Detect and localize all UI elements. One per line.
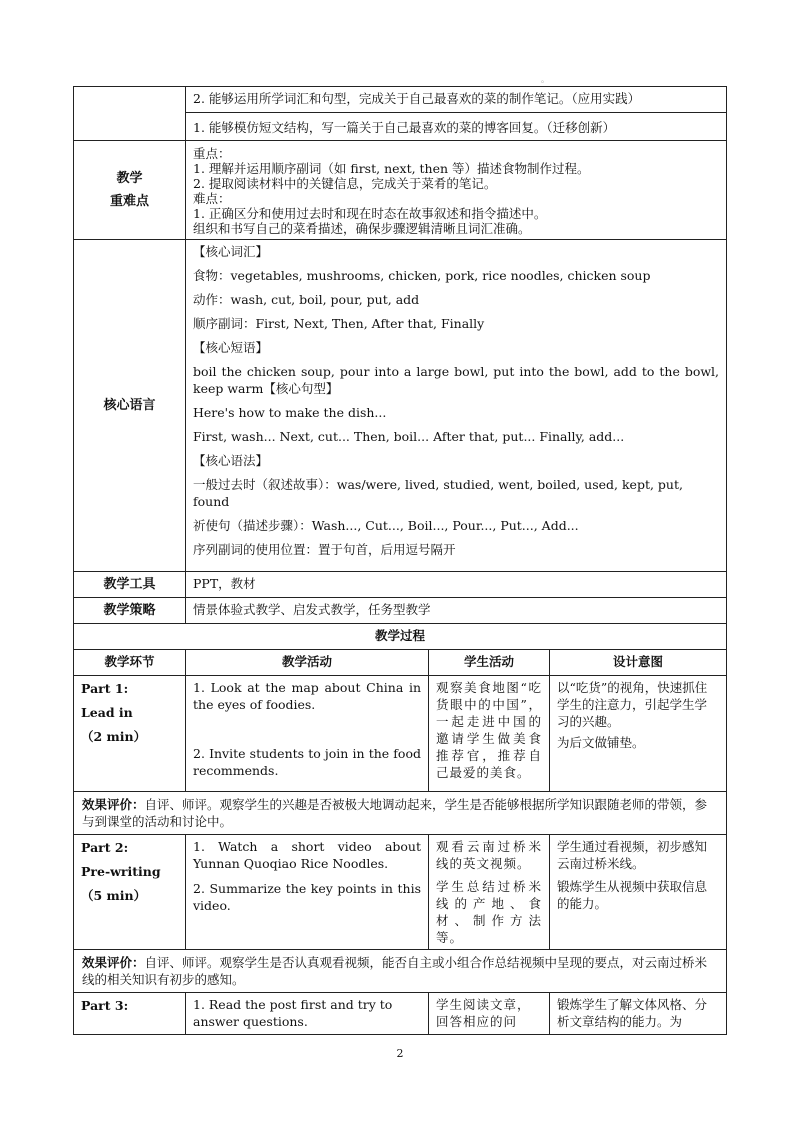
- grammar-imperative: 祈使句（描述步骤）：Wash..., Cut..., Boil..., Pour..., Put..., Add...: [193, 518, 579, 533]
- part3-student-activity: 学生阅读文章，回答相应的问: [429, 993, 550, 1035]
- part1-eval-row: [74, 792, 727, 835]
- part2-student-activity: [429, 835, 550, 950]
- phrase-list: boil the chicken soup, pour into a large bowl, put into the bowl, add to the bowl, keep warm【核心句型】: [193, 364, 720, 396]
- core-language-label: 核心语言: [74, 240, 186, 572]
- part1-stage-cell: [74, 676, 186, 792]
- strategy-label: 教学策略: [74, 598, 186, 624]
- lesson-plan-table: [73, 86, 727, 1035]
- key-points-line: 组织和书写自己的菜肴描述，确保步骤逻辑清晰且词汇准确。: [193, 221, 531, 236]
- page-number: 2: [396, 1047, 404, 1060]
- part1-activity-2: 2. Invite students to join in the food recommends.: [193, 746, 421, 778]
- key-points-label: [74, 141, 186, 240]
- grammar-adverb-use: 序列副词的使用位置：置于句首，后用逗号隔开: [193, 542, 456, 557]
- vocab-order: 顺序副词：First, Next, Then, After that, Finally: [193, 316, 485, 331]
- key-points-content: [186, 141, 727, 240]
- part2-stage: Pre-writing: [81, 864, 161, 879]
- part1-time: （2 min）: [81, 729, 147, 744]
- part1-stage: Lead in: [81, 705, 133, 720]
- key-points-line: 2. 提取阅读材料中的关键信息，完成关于菜肴的笔记。: [193, 176, 497, 191]
- process-title-row: [74, 624, 727, 650]
- part1-intent-2: 为后文做铺垫。: [557, 735, 645, 750]
- core-language-content: [186, 240, 727, 572]
- part2-intent-1: 学生通过看视频，初步感知云南过桥米线。: [557, 839, 708, 871]
- header-teacher-activity: 教学活动: [186, 650, 429, 676]
- part1-eval-text: 自评、师评。观察学生的兴趣是否被极大地调动起来，学生是否能够根据所学知识跟随老师的带领，参与到课堂的活动和讨论中。: [82, 797, 708, 829]
- part3-name: Part 3:: [81, 998, 129, 1013]
- part1-intent-1: 以“吃货”的视角，快速抓住学生的注意力，引起学生学习的兴趣。: [557, 680, 708, 729]
- part2-time: （5 min）: [81, 888, 147, 903]
- part3-row: [74, 993, 727, 1035]
- key-points-line: 1. 正确区分和使用过去时和现在时态在故事叙述和指令描述中。: [193, 206, 547, 221]
- strategy-row: [74, 598, 727, 624]
- header-design-intent: 设计意图: [550, 650, 727, 676]
- vocab-food: 食物：vegetables, mushrooms, chicken, pork, rice noodles, chicken soup: [193, 268, 651, 283]
- part2-eval-text: 自评、师评。观察学生是否认真观看视频，能否自主或小组合作总结视频中呈现的要点，对云南过桥米线的相关知识有初步的感知。: [82, 955, 708, 987]
- objective-row-2: [74, 87, 727, 113]
- part1-row: [74, 676, 727, 792]
- key-points-label-line2: 重难点: [109, 194, 149, 209]
- header-student-activity: 学生活动: [429, 650, 550, 676]
- part2-student-1: 观看云南过桥米线的英文视频。: [436, 839, 542, 871]
- part2-design-intent: [550, 835, 727, 950]
- part2-eval-row: [74, 950, 727, 993]
- part2-eval-label: 效果评价：: [82, 955, 145, 970]
- part2-student-2: 学生总结过桥米线的产地、食材、制作方法等。: [436, 879, 542, 945]
- part2-activity-1: 1. Watch a short video about Yunnan Quoqiao Rice Noodles.: [193, 839, 421, 871]
- part2-teacher-activity: [186, 835, 429, 950]
- lesson-plan-page: [73, 86, 726, 1035]
- key-points-line: 难点：: [193, 191, 231, 206]
- part3-stage-cell: [74, 993, 186, 1035]
- part3-design-intent: 锻炼学生了解文体风格、分析文章结构的能力。为: [550, 993, 727, 1035]
- objective-item-2: 2. 能够运用所学词汇和句型，完成关于自己最喜欢的菜的制作笔记。（应用实践）: [186, 87, 727, 113]
- part2-row: [74, 835, 727, 950]
- vocab-heading: 【核心词汇】: [193, 244, 269, 259]
- header-stage: 教学环节: [74, 650, 186, 676]
- phrase-heading: 【核心短语】: [193, 340, 269, 355]
- key-points-line: 重点：: [193, 146, 231, 161]
- core-language-row: [74, 240, 727, 572]
- key-points-line: 1. 理解并运用顺序副词（如 first, next, then 等）描述食物制作过程。: [193, 161, 590, 176]
- sentence-2: First, wash... Next, cut... Then, boil... After that, put... Finally, add...: [193, 429, 625, 444]
- part1-eval: [74, 792, 727, 835]
- key-points-row: [74, 141, 727, 240]
- process-header-row: [74, 650, 727, 676]
- sentence-1: Here's how to make the dish...: [193, 405, 387, 420]
- tools-value: PPT，教材: [186, 572, 727, 598]
- tools-label: 教学工具: [74, 572, 186, 598]
- top-mark: 。: [541, 75, 549, 84]
- vocab-action: 动作：wash, cut, boil, pour, put, add: [193, 292, 420, 307]
- part1-teacher-activity: [186, 676, 429, 792]
- grammar-past: 一般过去时（叙述故事）：was/were, lived, studied, went, boiled, used, kept, put, found: [193, 477, 683, 509]
- part2-activity-2: 2. Summarize the key points in this video.: [193, 881, 421, 913]
- part1-design-intent: [550, 676, 727, 792]
- part2-intent-2: 锻炼学生从视频中获取信息的能力。: [557, 879, 708, 911]
- part1-activity-1: 1. Look at the map about China in the eyes of foodies.: [193, 680, 421, 712]
- strategy-value: 情景体验式教学、启发式教学，任务型教学: [186, 598, 727, 624]
- part2-name: Part 2:: [81, 840, 129, 855]
- part3-teacher-activity: 1. Read the post first and try to answer questions.: [186, 993, 429, 1035]
- objective-item-1: 1. 能够模仿短文结构，写一篇关于自己最喜欢的菜的博客回复。（迁移创新）: [186, 113, 727, 141]
- key-points-label-line1: 教学: [116, 171, 143, 186]
- part1-student-activity: 观察美食地图“吃货眼中的中国”，一起走进中国的邀请学生做美食推荐官，推荐自己最爱的美食。: [429, 676, 550, 792]
- part2-stage-cell: [74, 835, 186, 950]
- part1-name: Part 1:: [81, 681, 129, 696]
- grammar-heading: 【核心语法】: [193, 453, 269, 468]
- process-title: 教学过程: [74, 624, 727, 650]
- part1-eval-label: 效果评价：: [82, 797, 145, 812]
- objective-label-cell: [74, 87, 186, 141]
- part2-eval: [74, 950, 727, 993]
- tools-row: [74, 572, 727, 598]
